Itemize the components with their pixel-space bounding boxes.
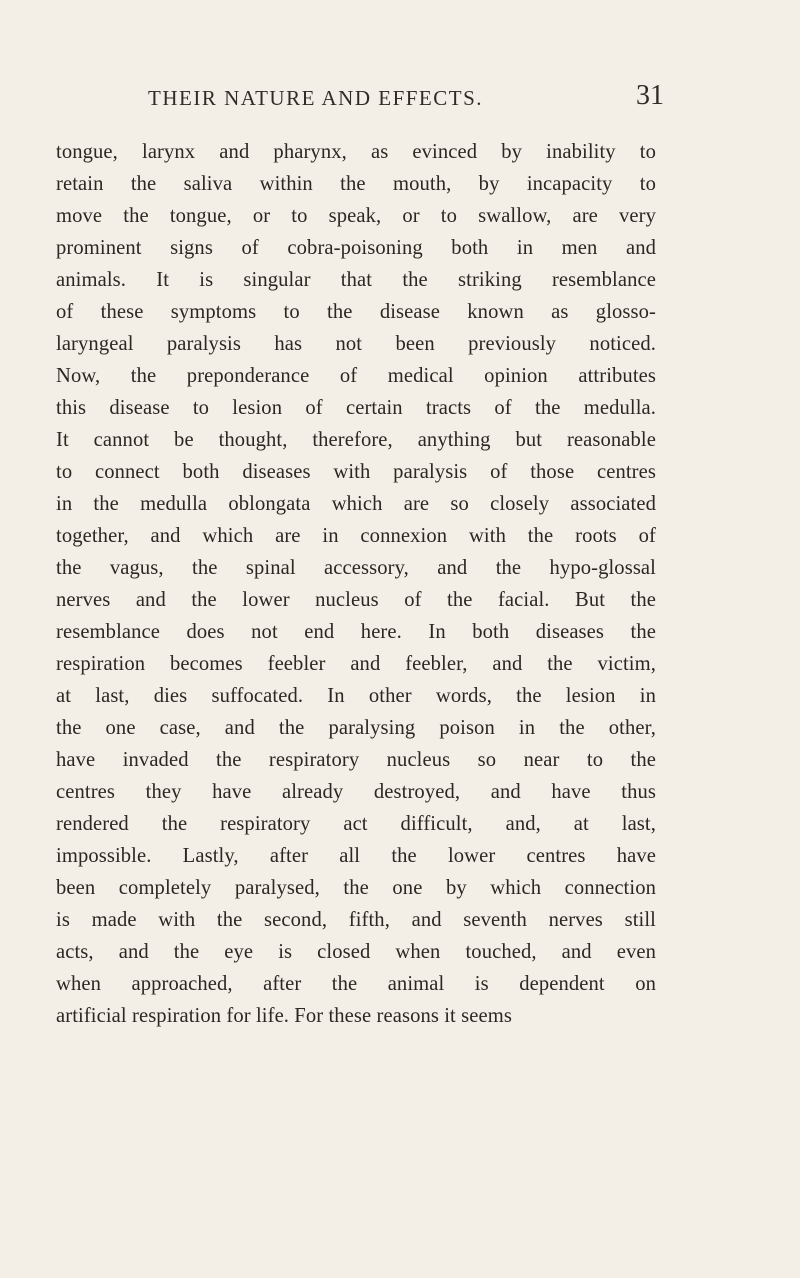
text-line: artificial respiration for life. For these reasons it seems (56, 1005, 512, 1027)
text-line: acts, and the eye is closed when touched, and even (56, 941, 656, 963)
text-line: impossible. Lastly, after all the lower centres have (56, 845, 656, 867)
text-line: retain the saliva within the mouth, by incapacity to (56, 173, 656, 195)
text-line: It cannot be thought, therefore, anything but reasonable (56, 429, 656, 451)
text-line: centres they have already destroyed, and have thus (56, 781, 656, 803)
text-line: when approached, after the animal is dependent on (56, 973, 656, 995)
text-line: is made with the second, fifth, and seventh nerves still (56, 909, 656, 931)
text-line: at last, dies suffocated. In other words, the lesion in (56, 685, 656, 707)
text-line: rendered the respiratory act difficult, and, at last, (56, 813, 656, 835)
running-header-title: THEIR NATURE AND EFFECTS. (148, 86, 484, 110)
text-line: been completely paralysed, the one by which connection (56, 877, 656, 899)
body-paragraph (56, 136, 656, 1032)
text-line: resemblance does not end here. In both diseases the (56, 621, 656, 643)
text-line: move the tongue, or to speak, or to swallow, are very (56, 205, 656, 227)
text-line: tongue, larynx and pharynx, as evinced by inability to (56, 141, 656, 163)
running-header (0, 80, 800, 120)
text-line: in the medulla oblongata which are so closely associated (56, 493, 656, 515)
text-line: laryngeal paralysis has not been previously noticed. (56, 333, 656, 355)
text-line: respiration becomes feebler and feebler, and the victim, (56, 653, 656, 675)
text-line: Now, the preponderance of medical opinion attributes (56, 365, 656, 387)
text-line: this disease to lesion of certain tracts of the medulla. (56, 397, 656, 419)
text-line: the one case, and the paralysing poison in the other, (56, 717, 656, 739)
page-number: 31 (636, 80, 664, 111)
text-line: prominent signs of cobra-poisoning both in men and (56, 237, 656, 259)
text-line: animals. It is singular that the striking resemblance (56, 269, 656, 291)
text-line: together, and which are in connexion with the roots of (56, 525, 656, 547)
text-line: the vagus, the spinal accessory, and the hypo-glossal (56, 557, 656, 579)
text-line: nerves and the lower nucleus of the facial. But the (56, 589, 656, 611)
text-line: of these symptoms to the disease known as glosso- (56, 301, 656, 323)
text-line: to connect both diseases with paralysis of those centres (56, 461, 656, 483)
text-line: have invaded the respiratory nucleus so near to the (56, 749, 656, 771)
